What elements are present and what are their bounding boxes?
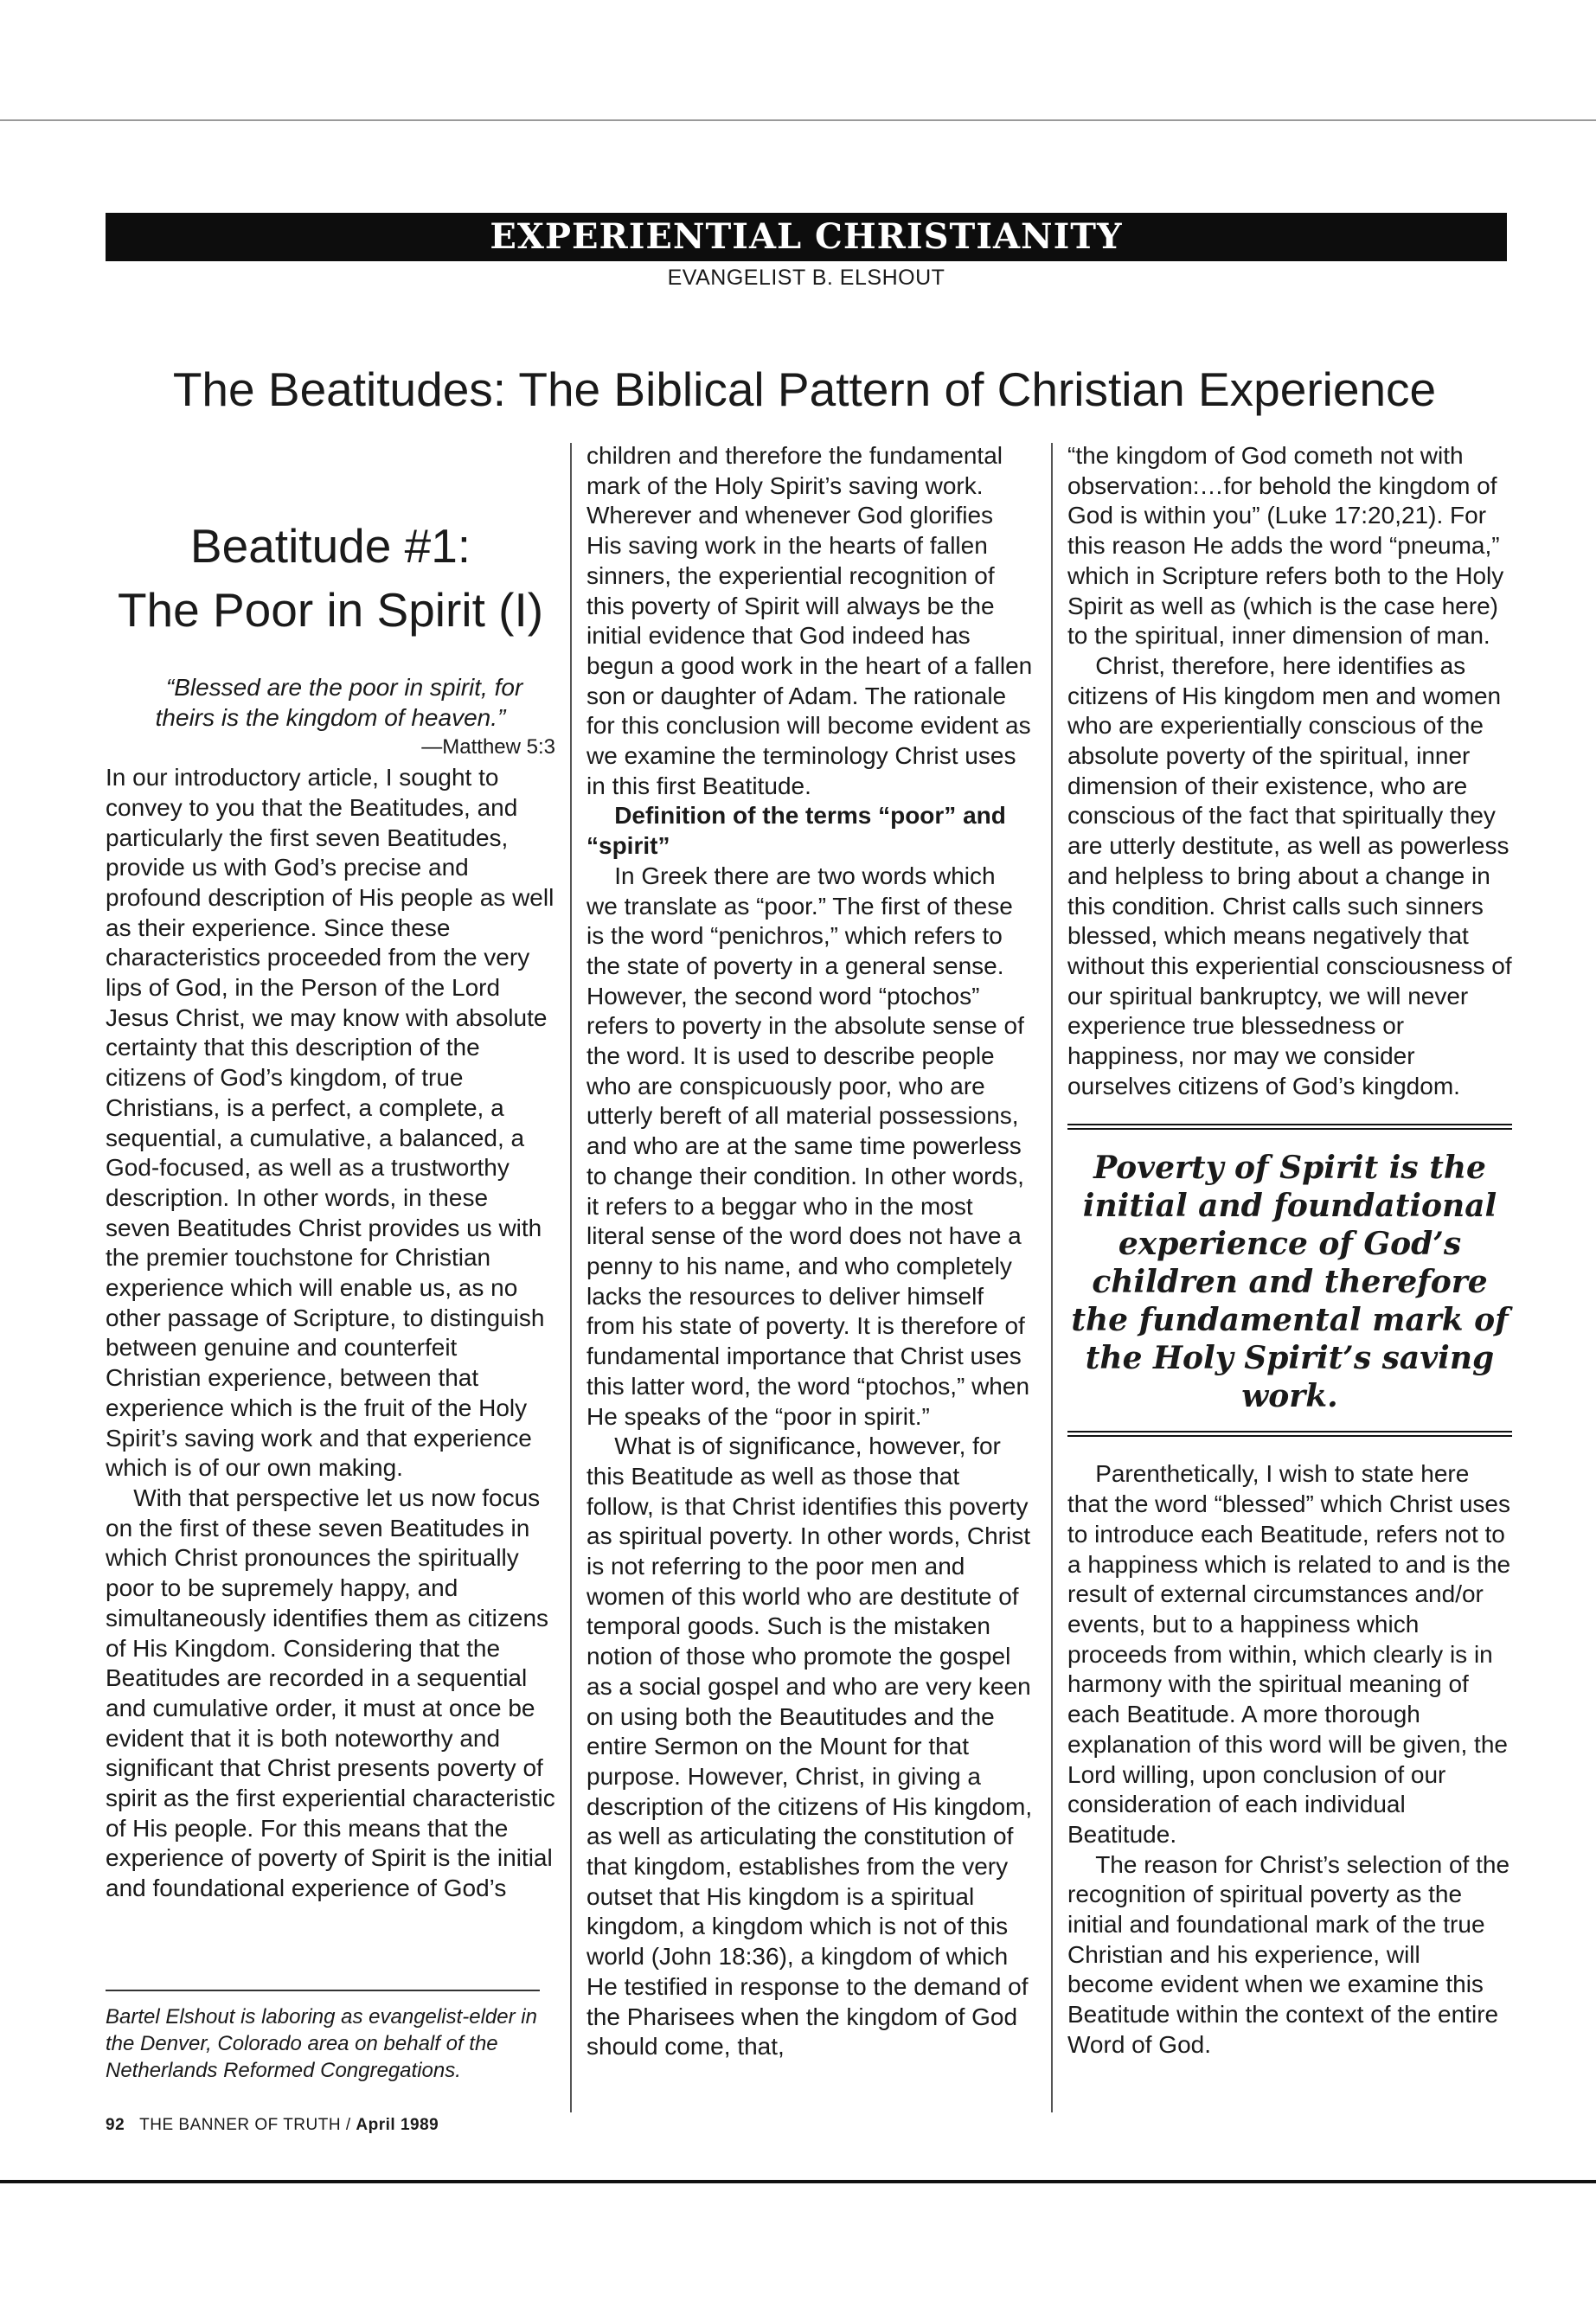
paragraph: Christ, therefore, here identifies as citizens of His kingdom men and women who are experientially conscious of the absolute poverty of the spiritual, inner dimension of their existence, who are conscious of the fact that spiritually they are utterly destitute, as well as powerless and helpless to bring about a change in this condition. Christ calls such sinners blessed, which means negatively that without this experiential consciousness of our spiritual bankruptcy, we will never experience true blessedness or happiness, nor may we consider ourselves citizens of God’s kingdom.	[1067, 651, 1512, 1099]
section-title-line: The Poor in Spirit (I)	[117, 583, 544, 637]
paragraph: In our introductory article, I sought to convey to you that the Beatitudes, and particularly the first seven Beatitudes, provide us with God’s precise and profound description of His people as well as their experience. Since these characteristics proceeded from the very lips of God, in the Person of the Lord Jesus Christ, we may know with absolute certainty that this description of the citizens of God’s kingdom, of true Christians, is a perfect, a complete, a sequential, a cumulative, a balanced, a God-focused, as well as a trustworthy description. In other words, in these seven Beatitudes Christ provides us with the premier touchstone for Christian experience which will enable us, as no other passage of Scripture, to distinguish between genuine and counterfeit Christian experience, between that experience which is the fruit of the Holy Spirit’s saving work and that experience which is of our own making.	[106, 764, 554, 1482]
section-banner: EXPERIENTIAL CHRISTIANITY	[106, 213, 1507, 261]
subheading: Definition of the terms “poor” and “spirit”	[586, 802, 1006, 860]
paragraph: What is of significance, however, for this Beatitude as well as those that follow, is that Christ identifies this poverty as spiritual poverty. In other words, Christ is not referring to the poor men and women of this world who are destitute of temporal goods. Such is the mistaken notion of those who promote the gospel as a social gospel and who are very keen on using both the Beautitudes and the entire Sermon on the Mount for that purpose. However, Christ, in giving a description of the citizens of His kingdom, as well as articulating the constitution of that kingdom, establishes from the very outset that His kingdom is a spiritual kingdom, a kingdom which is not of this world (John 18:36), a kingdom of which He testified in response to the demand of the Pharisees when the kingdom of God should come, that,	[586, 1433, 1033, 2061]
epigraph: “Blessed are the poor in spirit, for theirs is the kingdom of heaven.”	[155, 674, 523, 731]
paragraph: In Greek there are two words which we translate as “poor.” The first of these is the word “penichros,” which refers to the state of poverty in a general sense. However, the second word “ptochos” refers to poverty in the absolute sense of the word. It is used to describe people who are conspicuously poor, who are utterly bereft of all material possessions, and who are at the same time powerless to change their condition. In other words, it refers to a beggar who in the most literal sense of the word does not have a penny to his name, and who completely lacks the resources to deliver himself from his state of poverty. It is therefore of fundamental importance that Christ uses this latter word, the word “ptochos,” when He speaks of the “poor in spirit.”	[586, 862, 1030, 1430]
paragraph: With that perspective let us now focus on the first of these seven Beatitudes in which Christ pronounces the spiritually poor to be supremely happy, and simultaneously identifies them as citizens of His Kingdom. Considering that the Beatitudes are recorded in a sequential and cumulative order, it must at once be evident that it is both noteworthy and significant that Christ presents poverty of spirit as the first experiential characteristic of His people. For this means that the experience of poverty of Spirit is the initial and foundational experience of God’s	[106, 1484, 555, 1902]
paragraph: The reason for Christ’s selection of the recognition of spiritual poverty as the initial and foundational mark of the true Christian and his experience, will become evident when we examine this Beatitude within the context of the entire Word of God.	[1067, 1850, 1510, 2058]
paragraph: Parenthetically, I wish to state here that the word “blessed” which Christ uses to introduce each Beatitude, refers not to a happiness which is related to and is the result of external circumstances and/or events, but to a happiness which proceeds from within, which clearly is in harmony with the spiritual meaning of each Beatitude. A more thorough explanation of this word will be given, the Lord willing, upon conclusion of our consideration of each individual Beatitude.	[1067, 1460, 1511, 1848]
pull-quote: Poverty of Spirit is the initial and foundational experience of God’s children and therefore the fundamental mark of the Holy Spirit’s saving work.	[1067, 1124, 1512, 1437]
column-1	[106, 441, 555, 1904]
section-title-line: Beatitude #1:	[189, 519, 471, 573]
column-divider	[570, 443, 572, 2112]
publication-name: THE BANNER OF TRUTH /	[139, 2116, 351, 2134]
page-number: 92	[106, 2116, 125, 2134]
epigraph-reference: —Matthew 5:3	[421, 735, 555, 760]
paragraph: “the kingdom of God cometh not with observation:…for behold the kingdom of God is within you” (Luke 17:20,21). For this reason He adds the word “pneuma,” which in Scripture refers both to the Holy Spirit as well as (which is the case here) to the spiritual, inner dimension of man.	[1067, 442, 1504, 650]
column-divider	[1051, 443, 1053, 2112]
author-bio: Bartel Elshout is laboring as evangelist-elder in the Denver, Colorado area on behalf of the Netherlands Reformed Congregations.	[106, 1990, 540, 2084]
column-3	[1067, 441, 1512, 2061]
issue-date: April 1989	[356, 2116, 439, 2134]
author-byline: EVANGELIST B. ELSHOUT	[667, 266, 945, 290]
top-page-rule	[0, 119, 1596, 121]
section-title	[106, 514, 555, 642]
article-title: The Beatitudes: The Biblical Pattern of Christian Experience	[172, 362, 1437, 416]
column-2	[586, 441, 1033, 2062]
page-footer	[106, 2116, 439, 2135]
paragraph: children and therefore the fundamental mark of the Holy Spirit’s saving work. Wherever and whenever God glorifies His saving work in the hearts of fallen sinners, the experiential recognition of this poverty of Spirit will always be the initial evidence that God indeed has begun a good work in the heart of a fallen son or daughter of Adam. The rationale for this conclusion will become evident as we examine the terminology Christ uses in this first Beatitude.	[586, 442, 1033, 799]
bottom-page-rule	[0, 2180, 1596, 2183]
